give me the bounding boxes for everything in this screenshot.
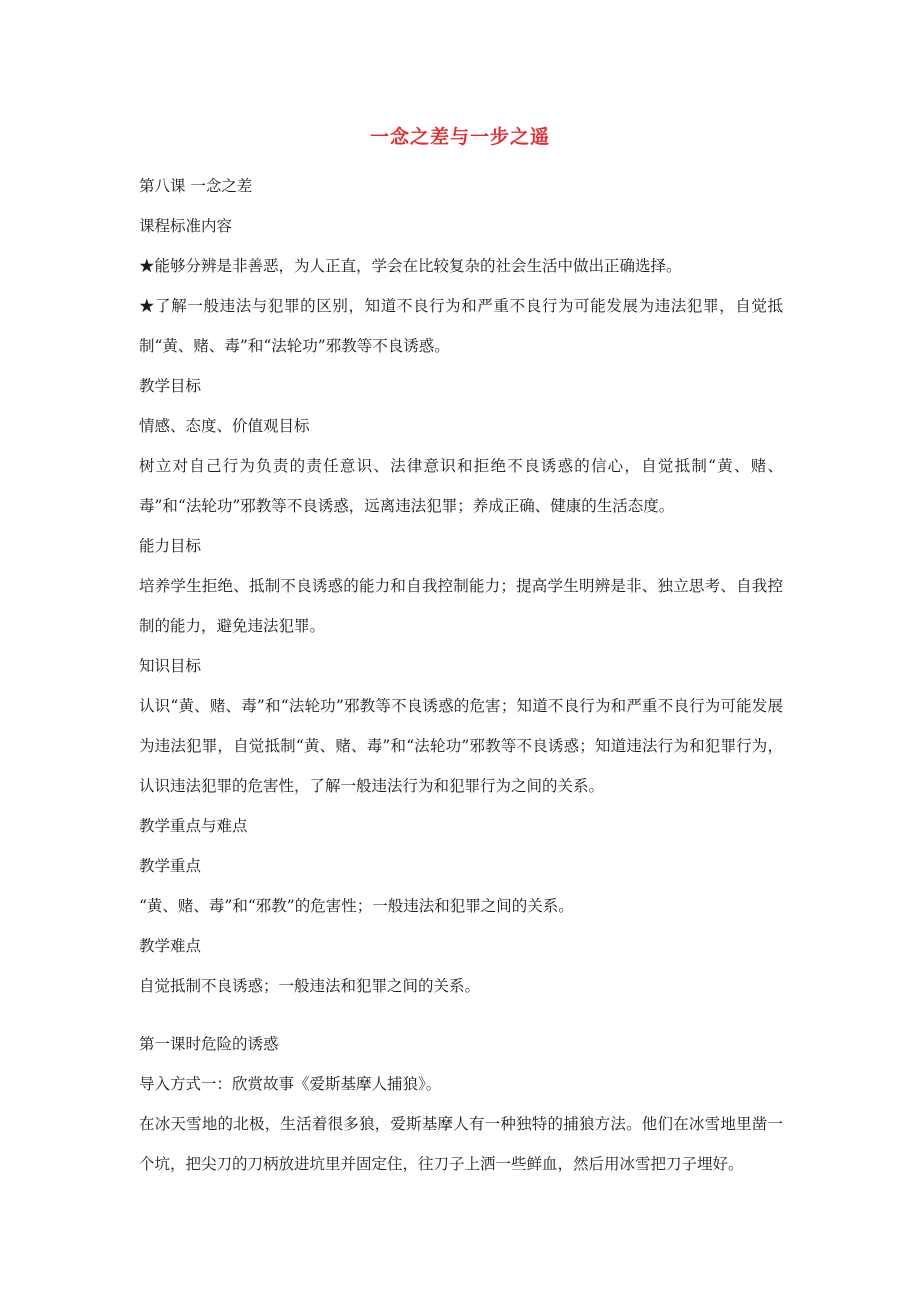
standard-item: ★了解一般违法与犯罪的区别，知道不良行为和严重不良行为可能发展为违法犯罪，自觉抵制“黄、赌、毒”和“法轮功”邪教等不良诱惑。 xyxy=(139,297,783,355)
intro-method: 导入方式一：欣赏故事《爱斯基摩人捕狼》。 xyxy=(139,1075,442,1093)
subheading-knowledge-goals: 知识目标 xyxy=(139,657,202,675)
section-heading-goals: 教学目标 xyxy=(139,377,202,395)
subheading-key-points: 教学重点 xyxy=(139,857,202,875)
standard-item: ★能够分辨是非善恶，为人正直，学会在比较复杂的社会生活中做出正确选择。 xyxy=(139,257,682,275)
ability-goals-text: 培养学生拒绝、抵制不良诱惑的能力和自我控制能力；提高学生明辨是非、独立思考、自我控制的能力，避免违法犯罪。 xyxy=(139,577,783,635)
section-heading-standards: 课程标准内容 xyxy=(139,217,233,235)
paragraph-spacer xyxy=(139,1006,783,1024)
section-heading-focus: 教学重点与难点 xyxy=(139,817,248,835)
period-heading: 第一课时危险的诱惑 xyxy=(139,1035,279,1053)
lesson-heading: 第八课 一念之差 xyxy=(139,177,253,195)
key-points-text: “黄、赌、毒”和“邪教”的危害性；一般违法和犯罪之间的关系。 xyxy=(139,897,574,915)
story-text: 在冰天雪地的北极，生活着很多狼，爱斯基摩人有一种独特的捕狼方法。他们在冰雪地里凿一个坑，把尖刀的刀柄放进坑里并固定住，往刀子上洒一些鲜血，然后用冰雪把刀子埋好。 xyxy=(139,1115,783,1173)
document-title: 一念之差与一步之遥 xyxy=(369,126,550,148)
difficulties-text: 自觉抵制不良诱惑；一般违法和犯罪之间的关系。 xyxy=(139,977,481,995)
knowledge-goals-text: 认识“黄、赌、毒”和“法轮功”邪教等不良诱惑的危害；知道不良行为和严重不良行为可能发展为违法犯罪，自觉抵制“黄、赌、毒”和“法轮功”邪教等不良诱惑；知道违法行为和犯罪行为，认识违法犯罪的危害性，了解一般违法行为和犯罪行为之间的关系。 xyxy=(139,697,783,795)
attitude-goals-text: 树立对自己行为负责的责任意识、法律意识和拒绝不良诱惑的信心，自觉抵制“黄、赌、毒”和“法轮功”邪教等不良诱惑，远离违法犯罪；养成正确、健康的生活态度。 xyxy=(139,457,783,515)
subheading-difficulties: 教学难点 xyxy=(139,937,202,955)
subheading-attitude-goals: 情感、态度、价值观目标 xyxy=(139,417,310,435)
subheading-ability-goals: 能力目标 xyxy=(139,537,202,555)
document-body xyxy=(139,166,783,1184)
